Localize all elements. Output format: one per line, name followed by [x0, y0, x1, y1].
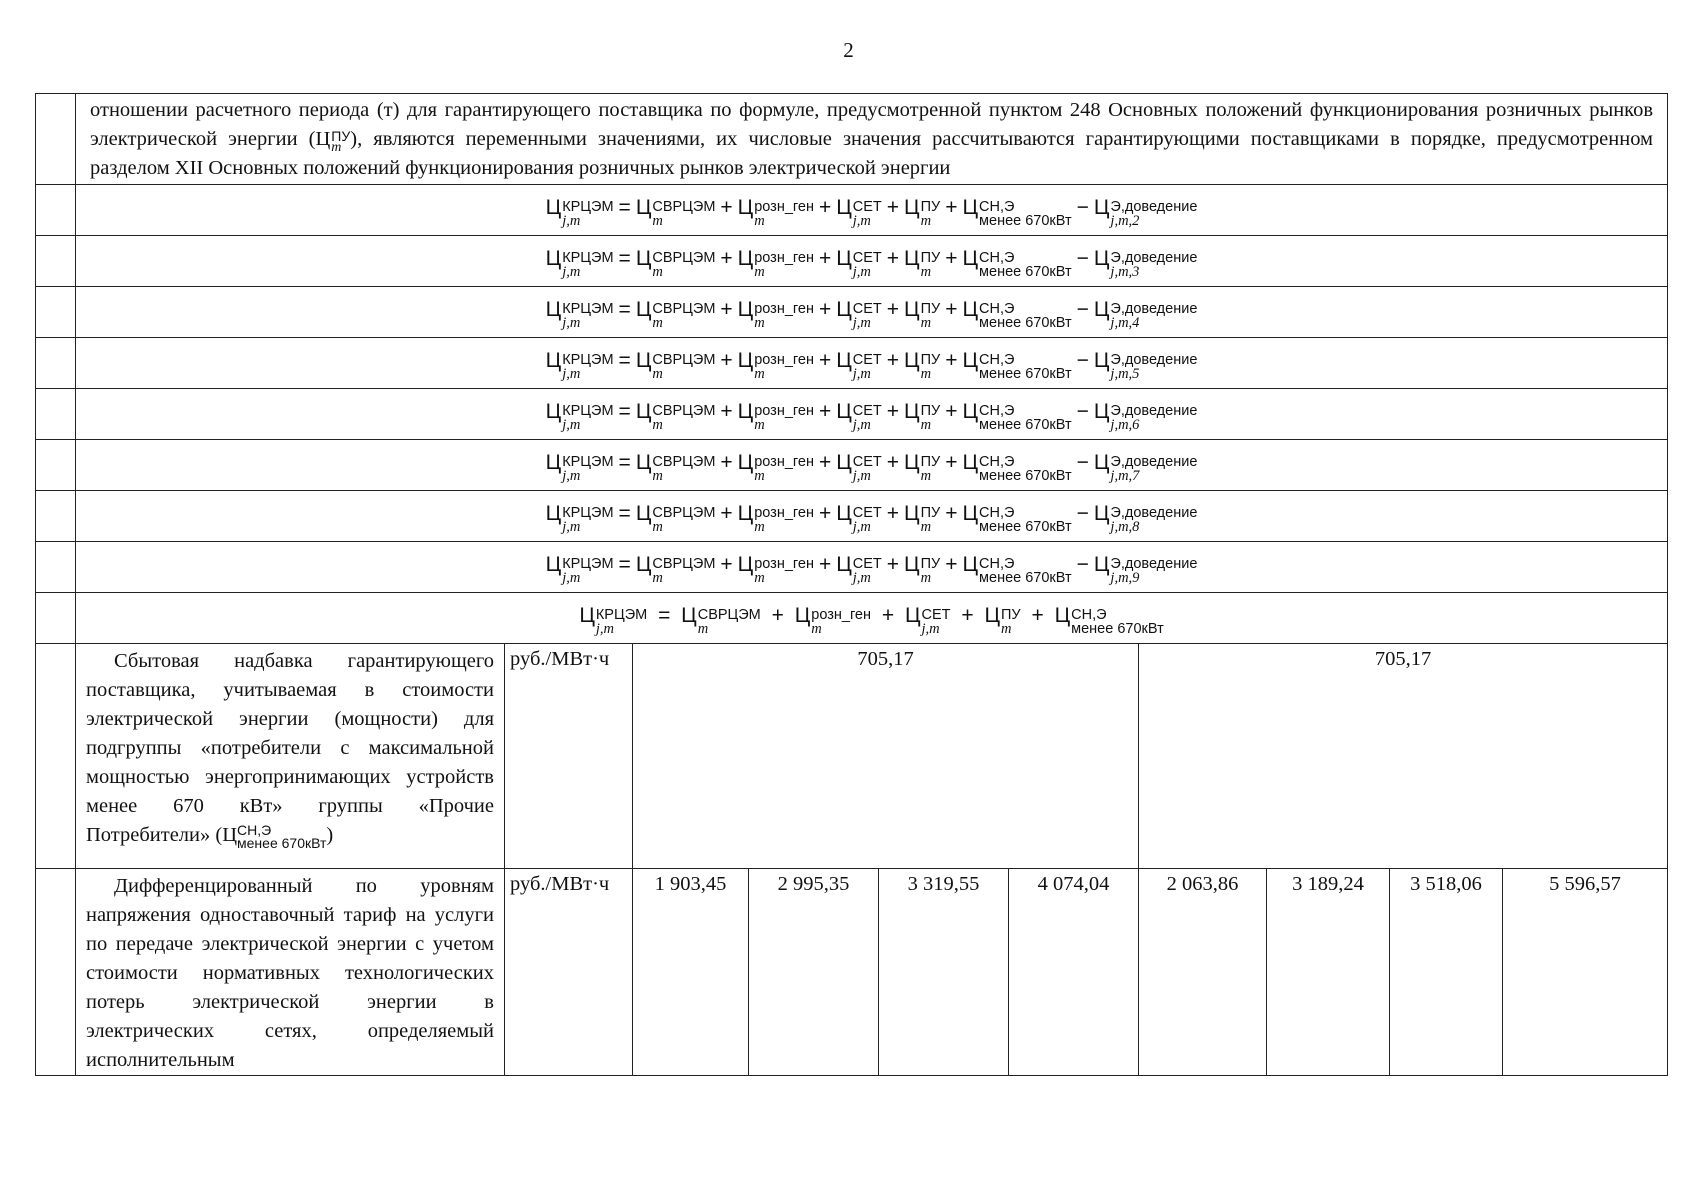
price-term: Ц СН,Э менее 670кВт [962, 348, 1072, 382]
formula-rows [36, 185, 1668, 593]
price-term: Ц СВРЦЭМ m [635, 246, 716, 280]
price-term: Ц КРЦЭМ j,m [545, 195, 614, 229]
formula: Ц КРЦЭМ j,m = Ц СВРЦЭМ m + Ц розн_ген m + Ц СЕТ j,m + Ц ПУ m + Ц СН,Э менее 670кВт − Ц Э,доведение j,m,3 [545, 246, 1198, 280]
row-number-cell [36, 338, 76, 389]
price-term: Ц СН,Э менее 670кВт [962, 297, 1072, 331]
tariff-unit: руб./МВт·ч [505, 869, 633, 1076]
price-term: Ц КРЦЭМ j,m [545, 552, 614, 586]
price-term: Ц розн_ген m [737, 297, 814, 331]
tariff-value-cell: 2 063,86 [1139, 869, 1267, 1076]
tariff-value-cell: 1 903,45 [633, 869, 749, 1076]
price-term: Ц СЕТ j,m [836, 297, 882, 331]
price-term: Ц КРЦЭМ j,m [545, 348, 614, 382]
formula-row [36, 287, 1668, 338]
formula-cell [76, 440, 1668, 491]
row-number-cell [36, 491, 76, 542]
formula-base: Ц КРЦЭМ j,m = Ц СВРЦЭМ m + Ц розн_ген m + Ц СЕТ j,m + Ц ПУ m + Ц СН,Э менее 670кВт [579, 603, 1164, 637]
price-term: Ц СВРЦЭМ m [635, 450, 716, 484]
price-term: Ц КРЦЭМ j,m [545, 501, 614, 535]
formula: Ц КРЦЭМ j,m = Ц СВРЦЭМ m + Ц розн_ген m + Ц СЕТ j,m + Ц ПУ m + Ц СН,Э менее 670кВт − Ц Э,доведение j,m,8 [545, 501, 1198, 535]
formula-row [36, 440, 1668, 491]
tariff-value-cell: 4 074,04 [1009, 869, 1139, 1076]
formula: Ц КРЦЭМ j,m = Ц СВРЦЭМ m + Ц розн_ген m + Ц СЕТ j,m + Ц ПУ m + Ц СН,Э менее 670кВт − Ц Э,доведение j,m,5 [545, 348, 1198, 382]
price-term: Ц розн_ген m [737, 246, 814, 280]
markup-row [36, 644, 1668, 869]
formula-row [36, 185, 1668, 236]
price-term: Ц ПУ m [904, 297, 941, 331]
tariff-description: Дифференцированный по уровням напряжения одноставочный тариф на услуги по передаче электрической энергии с учетом стоимости нормативных технологических потерь электрической энергии в электрических сетях, определяемый исполнительным [86, 875, 494, 1071]
price-term: Ц Э,доведение j,m,6 [1093, 399, 1198, 433]
intro-sub: m [331, 140, 342, 155]
tariff-value-cell: 3 189,24 [1267, 869, 1390, 1076]
price-term: Ц ПУ m [904, 399, 941, 433]
formula: Ц КРЦЭМ j,m = Ц СВРЦЭМ m + Ц розн_ген m + Ц СЕТ j,m + Ц ПУ m + Ц СН,Э менее 670кВт − Ц Э,доведение j,m,9 [545, 552, 1198, 586]
formula-cell [76, 593, 1668, 644]
row-number-cell [36, 644, 76, 869]
row-number-cell [36, 542, 76, 593]
price-term: Ц СН,Э менее 670кВт [962, 399, 1072, 433]
tariff-value-cell: 5 596,57 [1503, 869, 1668, 1076]
markup-value-h1: 705,17 [633, 644, 1139, 869]
markup-desc-sub: менее 670кВт [237, 835, 327, 851]
row-number-cell [36, 94, 76, 185]
price-term: Ц СЕТ j,m [836, 501, 882, 535]
price-term: Ц Э,доведение j,m,9 [1093, 552, 1198, 586]
formula-cell [76, 542, 1668, 593]
price-term: Ц ПУ m [904, 348, 941, 382]
price-term: Ц СЕТ j,m [836, 246, 882, 280]
row-number-cell [36, 869, 76, 1076]
formula: Ц КРЦЭМ j,m = Ц СВРЦЭМ m + Ц розн_ген m + Ц СЕТ j,m + Ц ПУ m + Ц СН,Э менее 670кВт − Ц Э,доведение j,m,4 [545, 297, 1198, 331]
price-term: Ц СВРЦЭМ m [635, 348, 716, 382]
tariff-value-cell: 2 995,35 [749, 869, 879, 1076]
tariff-value-cell: 3 518,06 [1390, 869, 1503, 1076]
price-term: Ц Э,доведение j,m,7 [1093, 450, 1198, 484]
price-term: Ц Э,доведение j,m,4 [1093, 297, 1198, 331]
price-term: Ц СВРЦЭМ m [635, 399, 716, 433]
formula: Ц КРЦЭМ j,m = Ц СВРЦЭМ m + Ц розн_ген m + Ц СЕТ j,m + Ц ПУ m + Ц СН,Э менее 670кВт − Ц Э,доведение j,m,7 [545, 450, 1198, 484]
markup-desc-sup: СН,Э [237, 822, 272, 838]
price-term: Ц розн_ген m [737, 450, 814, 484]
formula-row [36, 236, 1668, 287]
price-term: Ц розн_ген m [737, 399, 814, 433]
formula-cell [76, 491, 1668, 542]
formula: Ц КРЦЭМ j,m = Ц СВРЦЭМ m + Ц розн_ген m + Ц СЕТ j,m + Ц ПУ m + Ц СН,Э менее 670кВт − Ц Э,доведение j,m,6 [545, 399, 1198, 433]
row-number-cell [36, 236, 76, 287]
price-term: Ц СЕТ j,m [836, 348, 882, 382]
markup-description-text: Сбытовая надбавка гарантирующего поставщика, учитываемая в стоимости электрической энергии (мощности) для подгруппы «потребители с максимальной мощностью энергопринимающих устройств менее 670 кВт» группы «Прочие Потребители» (Ц [86, 650, 494, 846]
price-term: Ц СЕТ j,m [836, 195, 882, 229]
price-term: Ц КРЦЭМ j,m [545, 399, 614, 433]
price-term: Ц ПУ m [904, 246, 941, 280]
tariff-description-cell [76, 869, 505, 1076]
formula-row [36, 542, 1668, 593]
price-term: Ц Э,доведение j,m,2 [1093, 195, 1198, 229]
price-term: Ц Э,доведение j,m,8 [1093, 501, 1198, 535]
tariff-value-cell: 3 319,55 [879, 869, 1009, 1076]
price-term: Ц СВРЦЭМ m [635, 501, 716, 535]
intro-text-part: отношении расчетного периода (т) для гарантирующего поставщика по формуле, предусмотренной пунктом 248 Основных положений функционирования розничных рынков электрической энергии (Ц [90, 99, 1654, 150]
price-term: Ц СН,Э менее 670кВт [962, 450, 1072, 484]
markup-value-h2: 705,17 [1139, 644, 1668, 869]
price-term: Ц ПУ m [904, 501, 941, 535]
page-number: 2 [843, 38, 854, 62]
markup-unit: руб./МВт·ч [505, 644, 633, 869]
price-term: Ц КРЦЭМ j,m [545, 297, 614, 331]
price-term: Ц розн_ген m [737, 552, 814, 586]
markup-description-cell [76, 644, 505, 869]
formula-cell [76, 338, 1668, 389]
tariff-table [35, 93, 1668, 1076]
price-term: Ц СЕТ j,m [836, 399, 882, 433]
formula-row [36, 491, 1668, 542]
formula-cell [76, 287, 1668, 338]
formula-cell [76, 236, 1668, 287]
row-number-cell [36, 389, 76, 440]
price-term: Ц КРЦЭМ j,m [545, 450, 614, 484]
price-term: Ц СЕТ j,m [836, 450, 882, 484]
price-term: Ц СВРЦЭМ m [635, 195, 716, 229]
tariff-row [36, 869, 1668, 1076]
intro-cell [76, 94, 1668, 185]
formula-cell [76, 185, 1668, 236]
formula-row [36, 389, 1668, 440]
row-number-cell [36, 593, 76, 644]
markup-description [76, 644, 504, 850]
price-term: Ц КРЦЭМ j,m [545, 246, 614, 280]
row-number-cell [36, 185, 76, 236]
intro-text [76, 94, 1667, 184]
price-term: Ц ПУ m [904, 552, 941, 586]
price-term: Ц Э,доведение j,m,3 [1093, 246, 1198, 280]
row-number-cell [36, 287, 76, 338]
formula: Ц КРЦЭМ j,m = Ц СВРЦЭМ m + Ц розн_ген m + Ц СЕТ j,m + Ц ПУ m + Ц СН,Э менее 670кВт − Ц Э,доведение j,m,2 [545, 195, 1198, 229]
markup-desc-close: ) [326, 824, 334, 846]
price-term: Ц СВРЦЭМ m [635, 297, 716, 331]
price-term: Ц СН,Э менее 670кВт [962, 246, 1072, 280]
price-term: Ц СН,Э менее 670кВт [962, 501, 1072, 535]
price-term: Ц СЕТ j,m [836, 552, 882, 586]
intro-sup: ПУ [331, 128, 351, 144]
price-term: Ц розн_ген m [737, 348, 814, 382]
intro-row [36, 94, 1668, 185]
price-term: Ц ПУ m [904, 195, 941, 229]
formula-cell [76, 389, 1668, 440]
row-number-cell [36, 440, 76, 491]
price-term: Ц Э,доведение j,m,5 [1093, 348, 1198, 382]
price-term: Ц розн_ген m [737, 501, 814, 535]
formula-row-base [36, 593, 1668, 644]
intro-text-part: ), являются переменными значениями, их числовые значения рассчитываются гарантирующими поставщиками в порядке, предусмотренном разделом XII Основных положений функционирования розничных рынков электрической энергии [90, 128, 1654, 179]
price-term: Ц СН,Э менее 670кВт [962, 552, 1072, 586]
formula-row [36, 338, 1668, 389]
price-term: Ц СВРЦЭМ m [635, 552, 716, 586]
price-term: Ц СН,Э менее 670кВт [962, 195, 1072, 229]
price-term: Ц розн_ген m [737, 195, 814, 229]
price-term: Ц ПУ m [904, 450, 941, 484]
